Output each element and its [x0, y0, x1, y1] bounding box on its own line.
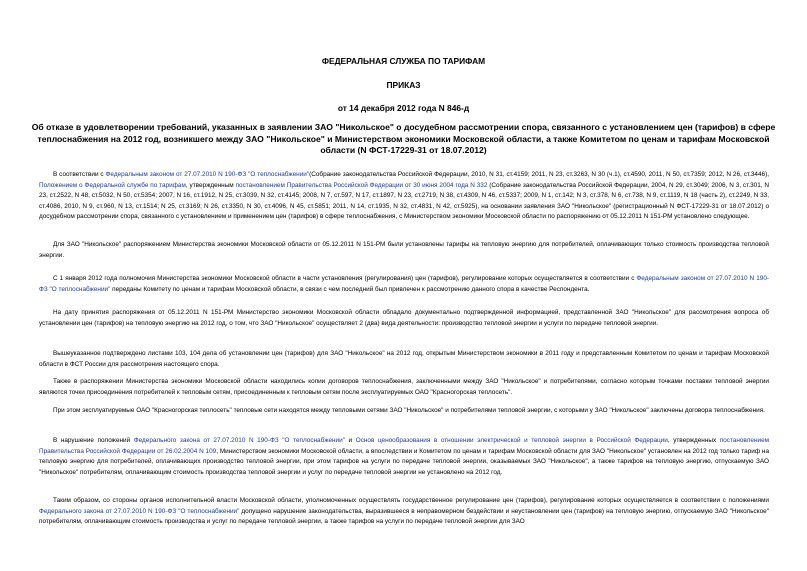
link-federal-law-190[interactable]: Федеральным законом от 27.07.2010 N 190-ФЗ "О теплоснабжении" — [39, 275, 770, 293]
text: переданы Комитету по ценам и тарифам Московской области, в связи с чем последний был привлечен к рассмотрению данного спора в качестве Респондента. — [110, 285, 590, 293]
link-government-decree-109[interactable]: постановлением Правительства Российской Федерации от 26.02.2004 N 109 — [39, 437, 770, 455]
text: (Собрание законодательства Российской Федерации, 2010, N 31, ст.4159; 2011, N 23, ст.3263, N 30 (ч.1), ст.4590, 2011, N 50, ст.7359; 2012, N 26, ст.3446), — [309, 171, 770, 178]
link-government-decree-332[interactable]: постановлением Правительства Российской Федерации от 30 июня 2004 года N 332 — [235, 181, 488, 189]
document-title: Об отказе в удовлетворении требований, указанных в заявлении ЗАО "Никольское" о досудебном рассмотрении спора, связанного с установлением цен (тарифов) в сфере теплоснабжения на 2012 год, возникшего между ЗАО "Никольское" и Министерством экономики Московской области, а также Комитетом по ценам и тарифам Московской области (N ФСТ-17229-31 от 18.07.2012) — [31, 122, 776, 155]
doc-date-number: от 14 декабря 2012 года N 846-д — [337, 103, 470, 113]
paragraph-5: Вышеуказанное подтверждено листами 103, 104 дела об установлении цен (тарифов) для ЗАО "Никольское" на 2012 год, открытым Министерством экономики в 2011 году и представленным Комитетом по ценам и тарифам Московской области в ФСТ России для рассмотрения настоящего спора. — [39, 350, 769, 368]
paragraph-6: Также в распоряжении Министерства экономики Московской области находились копии договоров теплоснабжения, заключенными между ЗАО "Никольское" и потребителями, согласно которым точками поставки тепловой энергии являются точки присоединения потребителей к тепловым сетям, присоединенным к тепловым сетям после эксплуатируемых ОАО "Красногорская теплосеть". — [39, 378, 769, 396]
agency-heading: ФЕДЕРАЛЬНАЯ СЛУЖБА ПО ТАРИФАМ — [321, 56, 486, 66]
paragraph-4: На дату принятия распоряжения от 05.12.2011 N 151-РМ Министерство экономики Московской области обладало документально подтвержденной информацией, представленной ЗАО "Никольское" для рассмотрения вопроса об установлении цен (тарифов) на тепловую энергию на 2012 год, о том, что ЗАО "Никольское" осуществляет 2 (два) вида деятельности: производство тепловой энергии и услуги по передаче тепловой энергии. — [39, 309, 769, 327]
link-fst-regulation[interactable]: Положением о Федеральной службе по тарифам — [39, 181, 186, 189]
paragraph-8 — [39, 436, 769, 478]
text: (Собрание законодательства Российской Федерации, 2004, N 29, ст.3049; 2006, N 3, ст.301, N 23, ст.2522, N 48, ст.5032, N 50, ст.5354; 2007, N 16, ст.1912, N 25, ст.3039, N 32, ст.4145; 2008, N 7, ст.597, N 17, ст.1897, N 23, ст.2719, N 38, ст.4309, N 46, ст.5337; 2009, N 1, ст.142; N 3, ст.378, N 6, ст.738, N 9, ст.1119, N 18 (часть 2), ст.2249, N 33, ст.4086, 2010, N 9, ст.960, N 13, ст.1514; N 25, ст.3169; N 26, ст.3350, N 30, ст.4096, N 45, ст.5851; 2011, N 14, ст.1935, N 32, ст.4831, N 42, ст.5925), на основании заявления ЗАО "Никольское" (регистрационный N ФСТ-17229-31 от 18.07.2012) о досудебном рассмотрении спора, связанного с установлением и применением цен (тарифов) в сфере теплоснабжения, с Министерством экономики Московской области по распоряжению от 05.12.2011 N 151-РМ установлено следующее. — [39, 181, 770, 221]
text: и — [344, 437, 356, 444]
doc-type-heading: ПРИКАЗ — [386, 80, 421, 90]
link-federal-law-190[interactable]: Федерального закона от 27.07.2010 N 190-ФЗ "О теплоснабжении" — [39, 507, 240, 515]
text: В нарушение положений — [53, 437, 134, 444]
text: В соответствии с — [53, 171, 106, 178]
link-pricing-fundamentals[interactable]: Основ ценообразования в отношении электрической и тепловой энергии в Российской Федерации — [355, 437, 668, 444]
paragraph-7: При этом эксплуатируемые ОАО "Красногорская теплосеть" тепловые сети находятся между тепловыми сетями ЗАО "Никольское" и потребителями тепловой энергии, с которыми у ЗАО "Никольское" заключены договора теплоснабжения. — [53, 407, 765, 414]
text: С 1 января 2012 года полномочия Министерства экономики Московской области в части установления (регулирования) цен (тарифов), регулирование которых осуществляется в соответствии с — [53, 275, 637, 282]
paragraph-3 — [39, 274, 769, 295]
text: Таким образом, со стороны органов исполнительной власти Московской области, уполномоченных осуществлять государственное регулирование цен (тарифов), регулирование которых осуществляется в соответствии с положениями — [53, 497, 769, 504]
text: , утвержденным — [185, 181, 236, 189]
text: , утвержденных — [667, 437, 720, 444]
link-federal-law-190[interactable]: Федеральным законом от 27.07.2010 N 190-ФЗ "О теплоснабжении" — [105, 171, 310, 178]
paragraph-2: Для ЗАО "Никольское" распоряжением Министерства экономики Московской области от 05.12.2011 N 151-РМ были установлены тарифы на тепловую энергию для потребителей, оплачивающих только стоимость производства тепловой энергии. — [39, 241, 769, 259]
paragraph-1 — [39, 170, 769, 223]
text: допущено нарушение законодательства, выразившееся в неправомерном бездействии и неустановлении цен (тарифов) на тепловую энергию, отпускаемую ЗАО "Никольское" потребителям, оплачивающим стоимость производства и услуг по передаче тепловой энергии, а также тарифов на услуги по передаче тепловой энергии для ЗАО — [39, 507, 769, 526]
link-federal-law-190[interactable]: Федерального закона от 27.07.2010 N 190-ФЗ "О теплоснабжении" — [133, 437, 345, 444]
paragraph-9 — [39, 496, 769, 566]
text: , Министерством экономики Московской области, а впоследствии и Комитетом по ценам и тарифам Московской области для ЗАО "Никольское" установлен на 2012 год только тариф на тепловую энергию для потребителей, оплачивающих производство тепловой энергии, при этом тарифов на услуги по передаче тепловой энергии, оказываемых ЗАО "Никольское", а также тарифов на тепловую энергию, отпускаемую ЗАО "Никольское" потребителям, оплачивающим стоимость производства тепловой энергии и услуг по передаче тепловой энергии не установлено на 2012 год. — [39, 447, 769, 476]
